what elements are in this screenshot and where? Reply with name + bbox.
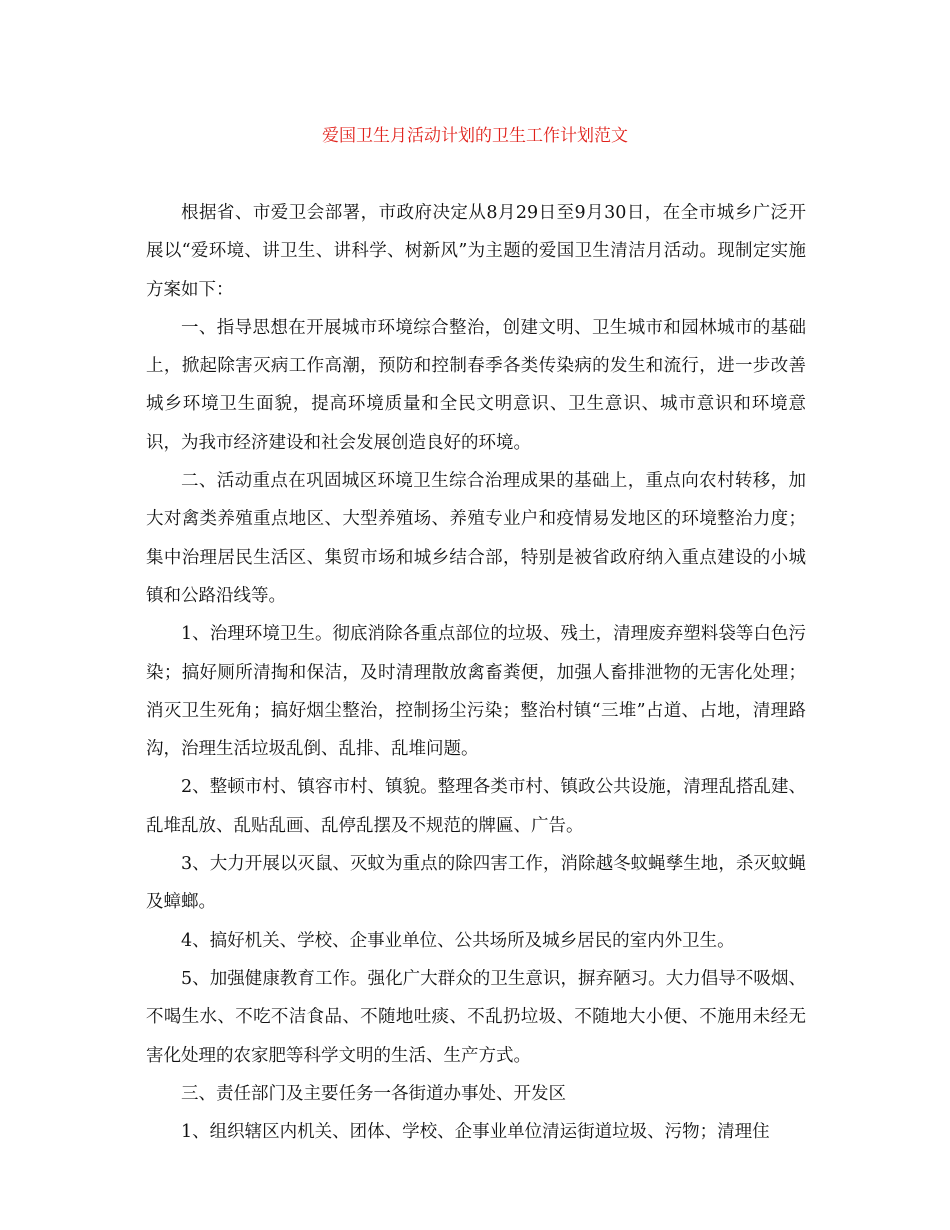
paragraph-responsibility-1: 1、组织辖区内机关、团体、学校、企事业单位清运街道垃圾、污物；清理住 bbox=[181, 1122, 770, 1143]
paragraph-intro: 根据省、市爱卫会部署，市政府决定从8月29日至9月30日，在全市城乡广泛开展以“爱环境、讲卫生、讲科学、树新风”为主题的爱国卫生清洁月活动。现制定实施方案如下： bbox=[146, 203, 806, 300]
paragraph-item-3: 3、大力开展以灭鼠、灭蚊为重点的除四害工作，消除越冬蚊蝇孳生地，杀灭蚊蝇及蟑螂。 bbox=[146, 854, 806, 913]
paragraph-guiding-ideology: 一、指导思想在开展城市环境综合整治，创建文明、卫生城市和园林城市的基础上，掀起除害灭病工作高潮，预防和控制春季各类传染病的发生和流行，进一步改善城乡环境卫生面貌，提高环境质量和全民文明意识、卫生意识、城市意识和环境意识，为我市经济建设和社会发展创造良好的环境。 bbox=[146, 317, 806, 453]
paragraph-item-4: 4、搞好机关、学校、企事业单位、公共场所及城乡居民的室内外卫生。 bbox=[181, 930, 735, 951]
paragraph-activity-focus: 二、活动重点在巩固城区环境卫生综合治理成果的基础上，重点向农村转移，加大对禽类养殖重点地区、大型养殖场、养殖专业户和疫情易发地区的环境整治力度；集中治理居民生活区、集贸市场和城乡结合部，特别是被省政府纳入重点建设的小城镇和公路沿线等。 bbox=[146, 471, 806, 606]
document-body bbox=[146, 194, 806, 1151]
paragraph-item-2: 2、整顿市村、镇容市村、镇貌。整理各类市村、镇政公共设施，清理乱搭乱建、乱堆乱放、乱贴乱画、乱停乱摆及不规范的牌匾、广告。 bbox=[146, 777, 806, 836]
document-title: 爱国卫生月活动计划的卫生工作计划范文 bbox=[322, 126, 628, 146]
paragraph-item-1: 1、治理环境卫生。彻底消除各重点部位的垃圾、残土，清理废弃塑料袋等白色污染；搞好厕所清掏和保洁，及时清理散放禽畜粪便，加强人畜排泄物的无害化处理；消灭卫生死角；搞好烟尘整治，控制扬尘污染；整治村镇“三堆”占道、占地，清理路沟，治理生活垃圾乱倒、乱排、乱堆问题。 bbox=[146, 624, 806, 760]
paragraph-item-5: 5、加强健康教育工作。强化广大群众的卫生意识，摒弃陋习。大力倡导不吸烟、不喝生水、不吃不洁食品、不随地吐痰、不乱扔垃圾、不随地大小便、不施用未经无害化处理的农家肥等科学文明的生活、生产方式。 bbox=[146, 968, 806, 1066]
paragraph-responsibilities: 三、责任部门及主要任务一各街道办事处、开发区 bbox=[181, 1083, 566, 1104]
